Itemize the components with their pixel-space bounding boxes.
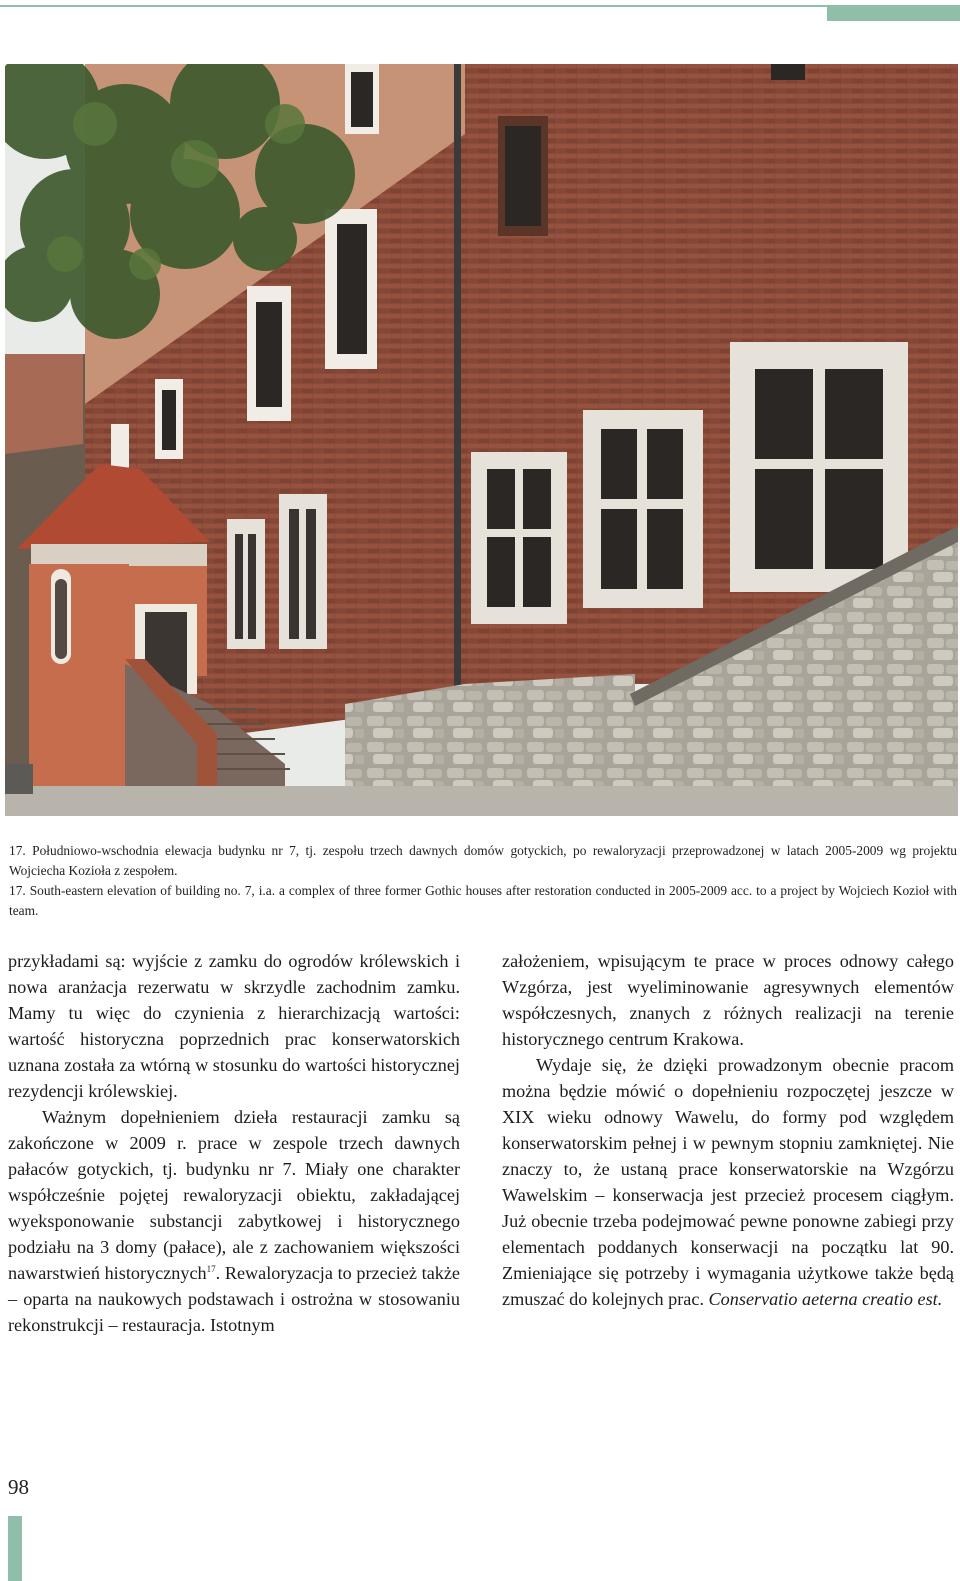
top-decorative-tab <box>827 5 960 21</box>
right-paragraph-2-text: Wydaje się, że dzięki prowadzonym obecnie pracom można będzie mówić o dopełnieniu rozpoczętej jeszcze w XIX wieku odnowy Wawelu, do formy pod względem konserwatorskim pełnej i w pewnym stopniu zamkniętej. Nie znaczy to, że ustaną prace konserwatorskie na Wzgórzu Wawelskim – konserwacja jest przecież procesem ciągłym. Już obecnie trzeba podejmować pewne ponowne zabiegi przy elementach poddanych konserwacji na początku lat 90. Zmieniające się potrzeby i wymagania użytkowe także będą zmuszać do kolejnych prac. <box>502 1055 954 1309</box>
top-decorative-rule <box>0 5 960 7</box>
caption-english: 17. South-eastern elevation of building no. 7, i.a. a complex of three former Gothic houses after restoration conducted in 2005-2009 acc. to a project by Wojciech Kozioł with team. <box>9 883 957 918</box>
right-paragraph-2 <box>502 1052 954 1312</box>
left-text-column <box>8 948 460 1338</box>
footnote-marker: 17 <box>206 1263 216 1274</box>
side-decorative-bar <box>8 1516 22 1581</box>
caption-polish: 17. Południowo-wschodnia elewacja budynku nr 7, tj. zespołu trzech dawnych domów gotyckich, po rewaloryzacji przeprowadzonej w latach 2005-2009 wg projektu Wojciecha Kozioła z zespołem. <box>9 843 957 878</box>
page-number: 98 <box>8 1475 29 1499</box>
right-text-column <box>502 948 954 1312</box>
latin-motto: Conservatio aeterna creatio est. <box>708 1289 943 1309</box>
left-paragraph-2 <box>8 1104 460 1338</box>
right-paragraph-1: założeniem, wpisującym te prace w proces odnowy całego Wzgórza, jest wyeliminowanie agresywnych elementów współczesnych, znanych z różnych realizacji na terenie historycznego centrum Krakowa. <box>502 951 954 1049</box>
left-paragraph-2-text: Ważnym dopełnieniem dzieła restauracji zamku są zakończone w 2009 r. prace w zespole trzech dawnych pałaców gotyckich, tj. budynku nr 7. Miały one charakter współcześnie pojętej rewaloryzacji obiektu, zakładającej wyeksponowanie substancji zabytkowej i historycznego podziału na 3 domy (pałace), ale z zachowaniem większości nawarstwień historycznych <box>8 1107 460 1283</box>
figure-caption <box>9 841 957 921</box>
building-photo <box>5 64 958 816</box>
left-paragraph-1: przykładami są: wyjście z zamku do ogrodów królewskich i nowa aranżacja rezerwatu w skrzydle zachodnim zamku. Mamy tu więc do czynienia z hierarchizacją wartości: wartość historyczna poprzednich prac konserwatorskich uznana została za wtórną w stosunku do wartości historycznej rezydencji królewskiej. <box>8 951 460 1101</box>
left-paragraph-2-tail: . Rewaloryzacja to przecież także – oparta na naukowych podstawach i ostrożna w stosowaniu rekonstrukcji – restauracja. Istotnym <box>8 1263 460 1335</box>
